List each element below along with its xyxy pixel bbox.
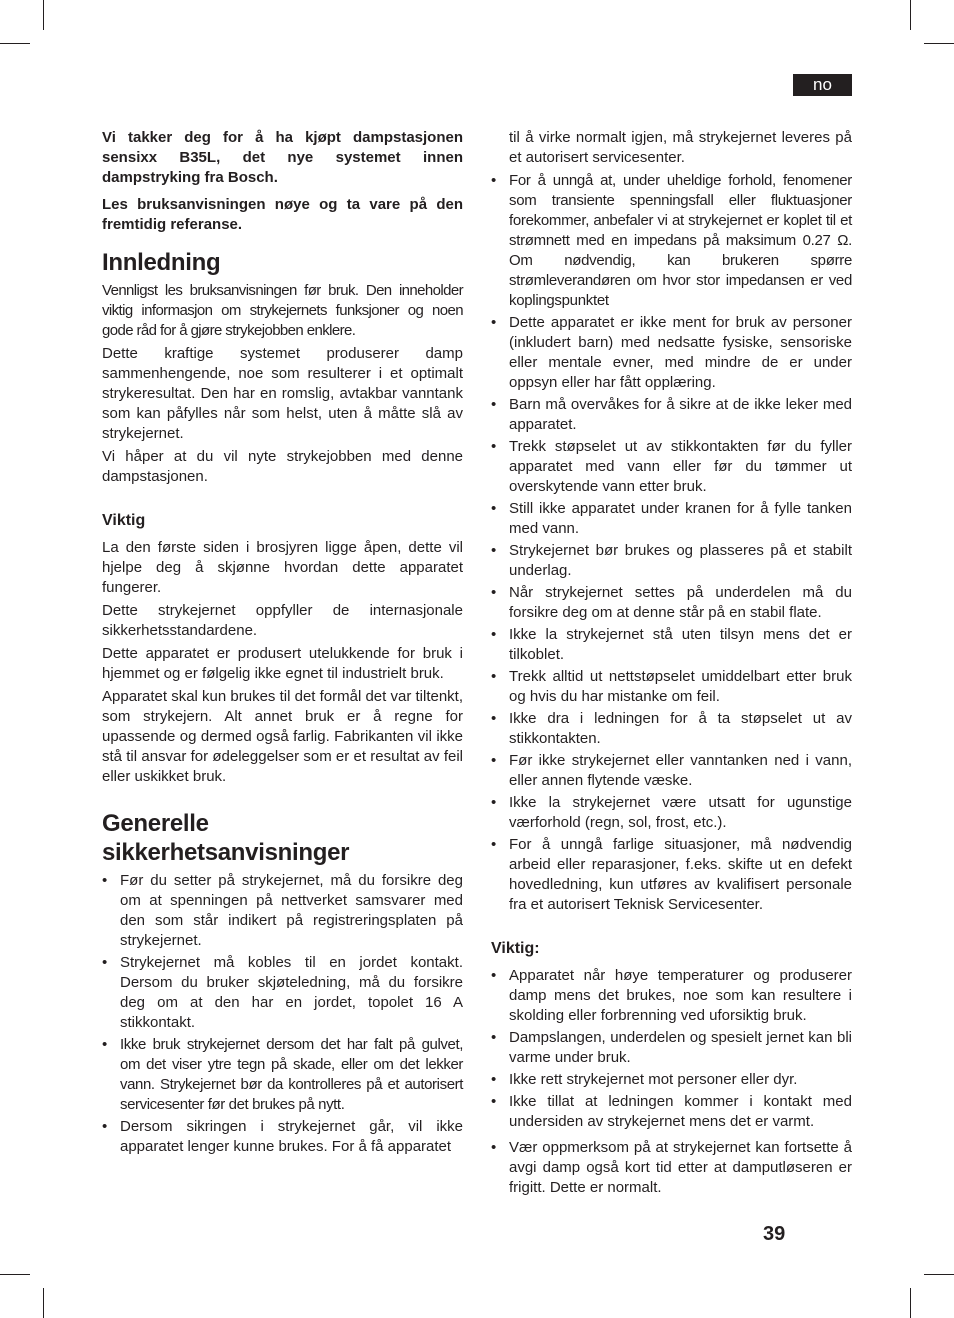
- list-item: [102, 1035, 463, 1115]
- list-item-text: Trekk støpselet ut av stikkontakten før du fyller apparatet med vann eller før du tømmer ut overskytende vann etter bruk.: [509, 438, 852, 495]
- list-item-text: Ikke la strykejernet være utsatt for ugunstige værforhold (regn, sol, frost, etc.).: [509, 794, 852, 831]
- list-item-text: Apparatet når høye temperaturer og produserer damp mens det brukes, noe som kan resultere i skolding eller forbrenning ved uforsiktig bruk.: [509, 967, 852, 1024]
- list-item: [102, 1117, 463, 1157]
- list-item: [491, 793, 852, 833]
- bullet-icon: •: [491, 794, 497, 811]
- language-tab: no: [793, 74, 852, 96]
- section-title-viktig-2: Viktig:: [491, 940, 540, 957]
- list-item-text: Strykejernet bør brukes og plasseres på et stabilt underlag.: [509, 542, 852, 579]
- safety-list-left: [102, 871, 463, 1157]
- list-item: [491, 499, 852, 539]
- list-item-text: Vær oppmerksom på at strykejernet kan fortsette å avgi damp også kort tid etter at damputløseren er frigitt. Dette er normalt.: [509, 1139, 852, 1196]
- list-item-text: Still ikke apparatet under kranen for å fylle tanken med vann.: [509, 500, 852, 537]
- list-item-text: Ikke la strykejernet stå uten tilsyn mens det er tilkoblet.: [509, 626, 852, 663]
- list-item: [491, 667, 852, 707]
- title-line: sikkerhetsanvisninger: [102, 839, 350, 866]
- list-item-text: Før ikke strykejernet eller vanntanken ned i vann, eller annen flytende væske.: [509, 752, 852, 789]
- list-item-text: Før du setter på strykejernet, må du forsikre deg om at spenningen på nettverket samsvarer med den som står indikert på registreringsplaten på strykejernet.: [120, 872, 463, 949]
- list-item: [491, 1138, 852, 1198]
- list-item: [491, 966, 852, 1026]
- list-item-text: Ikke dra i ledningen for å ta støpselet ut av stikkontakten.: [509, 710, 852, 747]
- list-item-text: Dette apparatet er ikke ment for bruk av personer (inkludert barn) med nedsatte fysiske, sensoriske eller mentale evner, med mindre de er under oppsyn eller har fått opplæring.: [509, 314, 852, 391]
- crop-mark: [924, 1274, 954, 1275]
- list-item-text: Ikke tillat at ledningen kommer i kontakt med undersiden av strykejernet mens det er varmt.: [509, 1093, 852, 1130]
- left-column: [102, 128, 463, 1159]
- list-item-text: Når strykejernet settes på underdelen må du forsikre deg om at denne står på en stabil flate.: [509, 584, 852, 621]
- bullet-icon: •: [102, 954, 108, 971]
- paragraph: Vi håper at du vil nyte strykejobben med denne dampstasjonen.: [102, 448, 463, 485]
- bullet-icon: •: [491, 967, 497, 984]
- list-item-text: Ikke rett strykejernet mot personer eller dyr.: [509, 1071, 798, 1088]
- section-title-innledning: Innledning: [102, 249, 221, 276]
- bullet-icon: •: [491, 314, 497, 331]
- list-item: [491, 583, 852, 623]
- list-item: [491, 313, 852, 393]
- list-item: [491, 541, 852, 581]
- bullet-icon: •: [102, 1036, 107, 1053]
- bullet-icon: •: [491, 668, 497, 685]
- bullet-icon: •: [491, 836, 497, 853]
- list-item: [491, 835, 852, 915]
- paragraph: Dette kraftige systemet produserer damp sammenhengende, noe som resulterer i et optimalt strykeresultat. Den har en romslig, avtakbar vanntank som kan påfylles når som helst, uten å måtte slå av strykejernet.: [102, 345, 463, 442]
- list-item: [491, 437, 852, 497]
- list-item: [102, 953, 463, 1033]
- bullet-icon: •: [491, 1029, 497, 1046]
- paragraph: Dette strykejernet oppfyller de internasjonale sikkerhetsstandardene.: [102, 602, 463, 639]
- section-title-generelle: [102, 809, 463, 867]
- list-item: [491, 1028, 852, 1068]
- bullet-icon: •: [491, 584, 497, 601]
- bullet-icon: •: [491, 172, 496, 189]
- bullet-icon: •: [491, 1071, 497, 1088]
- warning-list: [491, 966, 852, 1198]
- list-item: [102, 871, 463, 951]
- bullet-icon: •: [491, 396, 497, 413]
- bullet-icon: •: [491, 1093, 497, 1110]
- crop-mark: [910, 1288, 911, 1318]
- crop-mark: [0, 1274, 30, 1275]
- page-number: 39: [763, 1223, 786, 1245]
- bullet-icon: •: [491, 710, 497, 727]
- list-item: [491, 1070, 852, 1090]
- list-item-text: Dampslangen, underdelen og spesielt jernet kan bli varme under bruk.: [509, 1029, 852, 1066]
- list-item: [491, 625, 852, 665]
- list-item-text: Trekk alltid ut nettstøpselet umiddelbart etter bruk og hvis du har mistanke om feil.: [509, 668, 852, 705]
- list-item-text: For å unngå at, under uheldige forhold, fenomener som transiente spenningsfall eller fluktuasjoner forekommer, anbefaler vi at strykejernet er koplet til et strømnett med en impedans på maksimum 0.27 Ω. Om nødvendig, kan brukeren spørre strømleverandøren om hvor stor impedansen er ved koplingspunktet: [509, 172, 852, 309]
- list-item-text: Ikke bruk strykejernet dersom det har falt på gulvet, om det viser ytre tegn på skade, eller om det lekker vann. Strykejernet bør da kontrolleres på et autorisert servicesenter før det brukes på nytt.: [120, 1036, 463, 1113]
- bullet-icon: •: [491, 500, 497, 517]
- intro-thanks: Vi takker deg for å ha kjøpt dampstasjonen sensixx B35L, det nye systemet innen dampstryking fra Bosch.: [102, 129, 463, 186]
- list-continuation: til å virke normalt igjen, må strykejernet leveres på et autorisert servicesenter.: [509, 129, 852, 166]
- list-item-text: For å unngå farlige situasjoner, må nødvendig arbeid eller reparasjoner, f.eks. skifte ut en defekt hovedledning, kun utføres av kvalifisert personale fra et autorisert Teknisk Servicesenter.: [509, 836, 852, 913]
- crop-mark: [924, 43, 954, 44]
- safety-list-right: [491, 171, 852, 915]
- crop-mark: [43, 0, 44, 30]
- crop-mark: [43, 1288, 44, 1318]
- list-item: [491, 751, 852, 791]
- paragraph: Apparatet skal kun brukes til det formål det var tiltenkt, som strykejern. Alt annet bruk er å regne for upassende og dermed også farlig. Fabrikanten vil ikke stå til ansvar for ødeleggelser som er et resultat av feil eller uskikket bruk.: [102, 688, 464, 785]
- list-item: [491, 171, 852, 311]
- list-item: [491, 395, 852, 435]
- bullet-icon: •: [491, 752, 497, 769]
- paragraph: La den første siden i brosjyren ligge åpen, dette vil hjelpe deg å skjønne hvordan dette apparatet fungerer.: [102, 539, 463, 596]
- crop-mark: [910, 0, 911, 30]
- list-item-text: Strykejernet må kobles til en jordet kontakt. Dersom du bruker skjøteledning, må du forsikre deg om at den har en jordet, topolet 16 A stikkontakt.: [120, 954, 463, 1031]
- paragraph: Vennligst les bruksanvisningen før bruk. Den inneholder viktig informasjon om strykejernets funksjoner og noen gode råd for å gjøre strykejobben enklere.: [102, 282, 463, 339]
- list-item: [491, 709, 852, 749]
- title-line: Generelle: [102, 810, 209, 837]
- paragraph: Dette apparatet er produsert utelukkende for bruk i hjemmet og er følgelig ikke egnet til industrielt bruk.: [102, 645, 463, 682]
- list-item-text: Barn må overvåkes for å sikre at de ikke leker med apparatet.: [509, 396, 852, 433]
- bullet-icon: •: [102, 1118, 108, 1135]
- right-column: [491, 128, 852, 1200]
- bullet-icon: •: [491, 438, 497, 455]
- bullet-icon: •: [491, 1139, 497, 1156]
- bullet-icon: •: [491, 542, 497, 559]
- bullet-icon: •: [102, 872, 108, 889]
- list-item-text: Dersom sikringen i strykejernet går, vil ikke apparatet lenger kunne brukes. For å få apparatet: [120, 1118, 463, 1155]
- intro-read-manual: Les bruksanvisningen nøye og ta vare på den fremtidig referanse.: [102, 196, 463, 233]
- section-title-viktig: Viktig: [102, 512, 146, 529]
- crop-mark: [0, 43, 30, 44]
- bullet-icon: •: [491, 626, 497, 643]
- list-item: [491, 1092, 852, 1132]
